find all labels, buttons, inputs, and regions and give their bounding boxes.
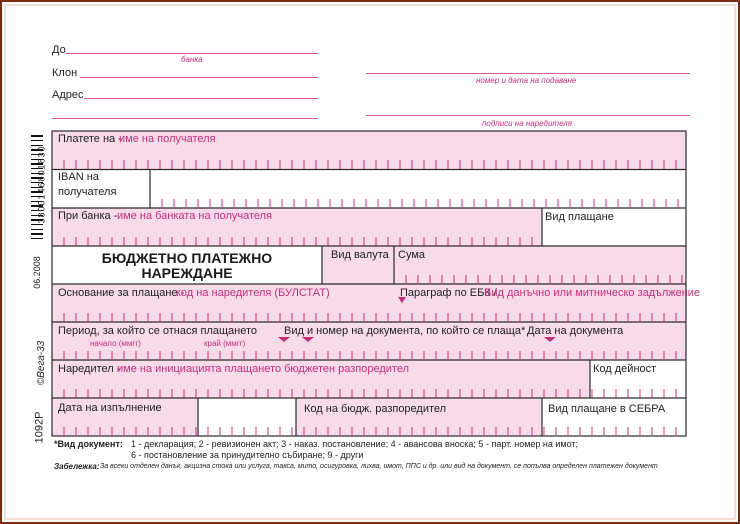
amount-label: Сума <box>398 249 426 261</box>
document-date-field[interactable] <box>544 342 685 360</box>
currency-field[interactable] <box>323 264 393 284</box>
budget-code-field[interactable] <box>297 417 541 436</box>
budget-code-label: Код на бюдж. разпоредител <box>304 403 447 415</box>
paragraph-label: Параграф по ЕБК / <box>400 287 497 299</box>
barcode-number: 3800146801830 <box>36 145 47 224</box>
payment-type-label: Вид плащане <box>545 211 614 223</box>
address-label: Адрес <box>52 89 84 101</box>
payer-name-field[interactable] <box>52 379 590 398</box>
document-field[interactable] <box>278 342 522 360</box>
form-title-line2: НАРЕЖДАНЕ <box>141 265 233 281</box>
doc-types-line1: 1 - декларация; 2 - ревизионен акт; 3 - наказ. постановление; 4 - авансова вноска; 5 - парт. номер на имот; <box>131 439 579 449</box>
date-code: 06.2008 <box>31 256 42 289</box>
sebra-label: Вид плащане в СЕБРА <box>548 403 666 415</box>
payer-label: Наредител - <box>58 363 121 375</box>
activity-code-label: Код дейност <box>593 363 657 375</box>
execution-date-label: Дата на изпълнение <box>58 402 162 414</box>
signature-hint: подписи на наредителя <box>482 119 573 128</box>
form-title-line1: БЮДЖЕТНО ПЛАТЕЖНО <box>101 250 273 266</box>
activity-code-field[interactable] <box>591 379 685 398</box>
paragraph-field[interactable] <box>396 303 685 322</box>
number-date-hint: номер и дата на подаване <box>476 76 577 85</box>
basis-hint: код на наредителя (БУЛСТАТ) <box>176 287 330 299</box>
to-hint: банка <box>181 55 203 64</box>
doc-types-label: *Вид документ: <box>54 439 123 449</box>
to-label: До <box>52 44 66 56</box>
payer-hint: име на инициацията плащането бюджетен разпоредител <box>117 363 409 375</box>
sebra-field[interactable] <box>543 417 685 436</box>
period-field[interactable] <box>52 348 274 360</box>
execution-date-field[interactable] <box>52 417 198 436</box>
iban-label-line2: получателя <box>58 186 117 198</box>
iban-label-line1: IBAN на <box>58 171 99 183</box>
basis-label: Основание за плащане - <box>58 287 185 299</box>
period-label: Период, за който се отнася плащането <box>58 325 258 337</box>
doc-types-line2: 6 - постановление за принудително събиране; 9 - други <box>131 450 364 460</box>
payer-code-field[interactable] <box>52 303 392 322</box>
document-type-label: Вид и номер на документа, по който се плаща* <box>284 325 526 337</box>
bank-hint: име на банката на получателя <box>117 210 273 222</box>
bank-name-field[interactable] <box>52 226 542 246</box>
form-title <box>52 251 322 281</box>
iban-field[interactable] <box>151 171 685 207</box>
bank-label: При банка - <box>58 210 118 222</box>
document-date-label: Дата на документа <box>527 325 624 337</box>
amount-field[interactable] <box>395 264 685 284</box>
period-start-hint: начало (ммгг) <box>90 339 141 348</box>
pay-to-hint: име на получателя <box>119 133 216 145</box>
currency-label: Вид валута <box>331 249 389 261</box>
form-code: 1092Р <box>33 411 46 444</box>
note-label: Забележка: <box>54 462 100 471</box>
branch-label: Клон <box>52 67 78 79</box>
period-end-hint: край (ммгг) <box>204 339 246 348</box>
pay-to-label: Платете на - <box>58 133 122 145</box>
paragraph-hint: Вид данъчно или митническо задължение <box>484 287 701 299</box>
note-text: За всеки отделен данък, акцизна стока или услуга, такса, мито, осигуровка, лихва, имот, ППС и др. или вид на документ, се попълва определен платежен документ <box>100 463 658 470</box>
publisher-mark: ©Вега-33 <box>36 340 48 386</box>
blank-cell <box>199 399 295 435</box>
recipient-name-field[interactable] <box>52 148 686 168</box>
payment-type-field[interactable] <box>543 226 685 246</box>
